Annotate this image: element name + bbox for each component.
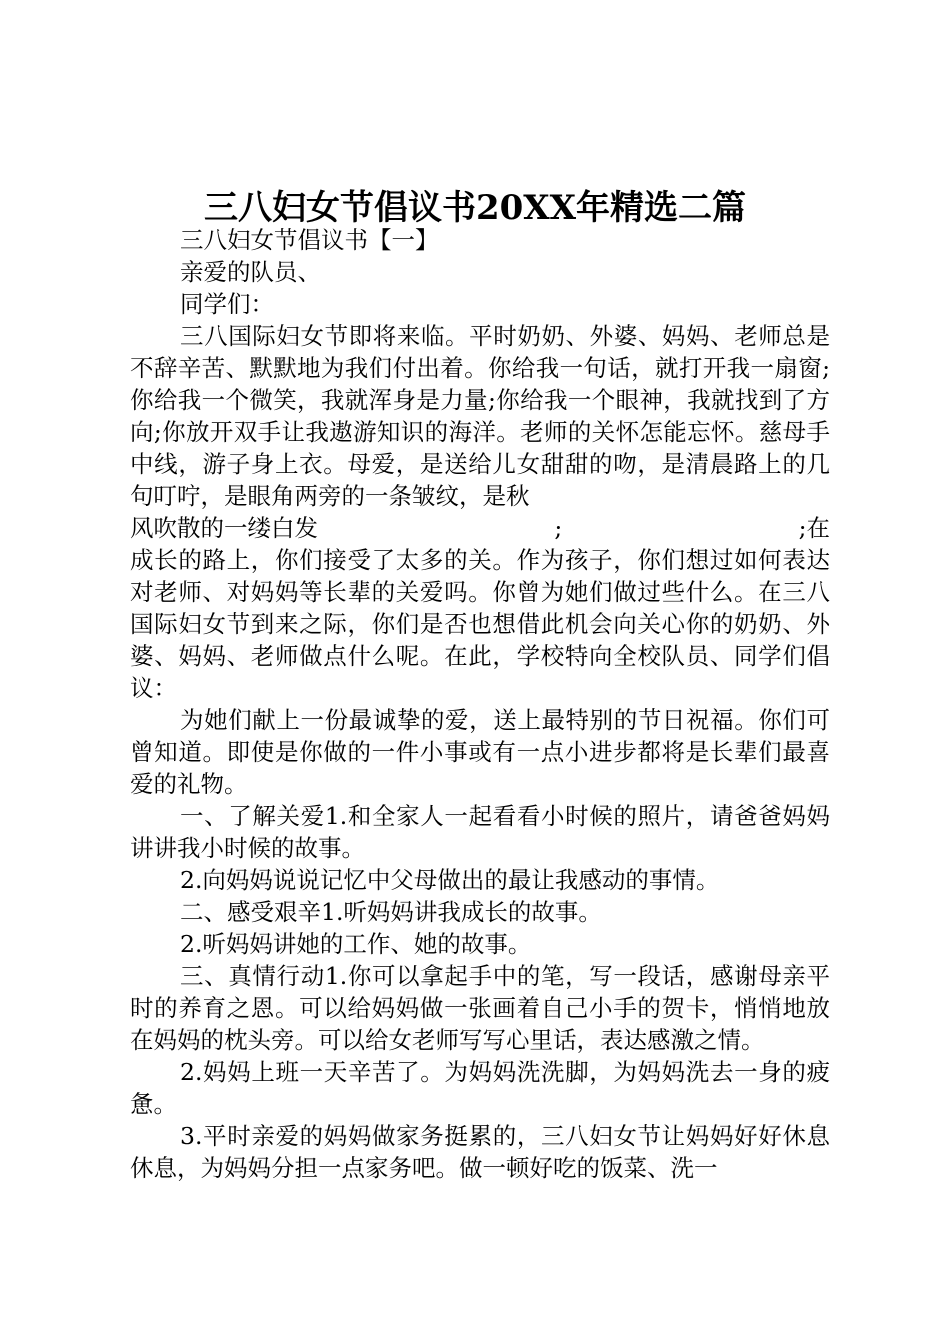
document-body xyxy=(130,224,830,1184)
list-item: 2.听妈妈讲她的工作、她的故事。 xyxy=(180,930,532,958)
body-paragraph: 成长的路上，你们接受了太多的关。作为孩子，你们想过如何表达对老师、对妈妈等长辈的关爱吗。你曾为她们做过些什么。在三八国际妇女节到来之际，你们是否也想借此机会向关心你的奶奶、外婆、妈妈、老师做点什么呢。在此，学校特向全校队员、同学们倡议： xyxy=(130,546,830,702)
list-item: 二、感受艰辛1.听妈妈讲我成长的故事。 xyxy=(180,898,602,926)
gap-line-left: 风吹散的一缕白发 xyxy=(130,514,318,542)
body-paragraph: 三八国际妇女节即将来临。平时奶奶、外婆、妈妈、老师总是不辞辛苦、默默地为我们付出着。你给我一句话，就打开我一扇窗;你给我一个微笑，我就浑身是力量;你给我一个眼神，我就找到了方向;你放开双手让我遨游知识的海洋。老师的关怀怎能忘怀。慈母手中线，游子身上衣。母爱，是送给儿女甜甜的吻，是清晨路上的几句叮咛，是眼角两旁的一条皱纹，是秋 xyxy=(130,322,830,510)
list-item: 一、了解关爱1.和全家人一起看看小时候的照片，请爸爸妈妈讲讲我小时候的故事。 xyxy=(130,802,830,862)
list-item: 2.妈妈上班一天辛苦了。为妈妈洗洗脚，为妈妈洗去一身的疲惫。 xyxy=(130,1058,830,1118)
list-item: 三、真情行动1.你可以拿起手中的笔，写一段话，感谢母亲平时的养育之恩。可以给妈妈做一张画着自己小手的贺卡，悄悄地放在妈妈的枕头旁。可以给女老师写写心里话，表达感激之情。 xyxy=(130,962,830,1054)
salutation-line: 亲爱的队员、 xyxy=(180,258,321,286)
salutation-line: 同学们： xyxy=(180,290,274,318)
list-item: 3.平时亲爱的妈妈做家务挺累的，三八妇女节让妈妈好好休息休息，为妈妈分担一点家务吧。做一顿好吃的饭菜、洗一 xyxy=(130,1122,830,1182)
document-title: 三八妇女节倡议书20XX年精选二篇 xyxy=(203,188,747,228)
body-paragraph: 为她们献上一份最诚挚的爱，送上最特别的节日祝福。你们可曾知道。即使是你做的一件小事或有一点小进步都将是长辈们最喜爱的礼物。 xyxy=(130,706,830,798)
list-item: 2.向妈妈说说记忆中父母做出的最让我感动的事情。 xyxy=(180,866,720,894)
gap-line-middle: ; xyxy=(554,514,563,542)
section-heading: 三八妇女节倡议书【一】 xyxy=(180,226,439,254)
body-paragraph-gap-line xyxy=(130,512,830,544)
gap-line-right: ;在 xyxy=(798,514,830,542)
